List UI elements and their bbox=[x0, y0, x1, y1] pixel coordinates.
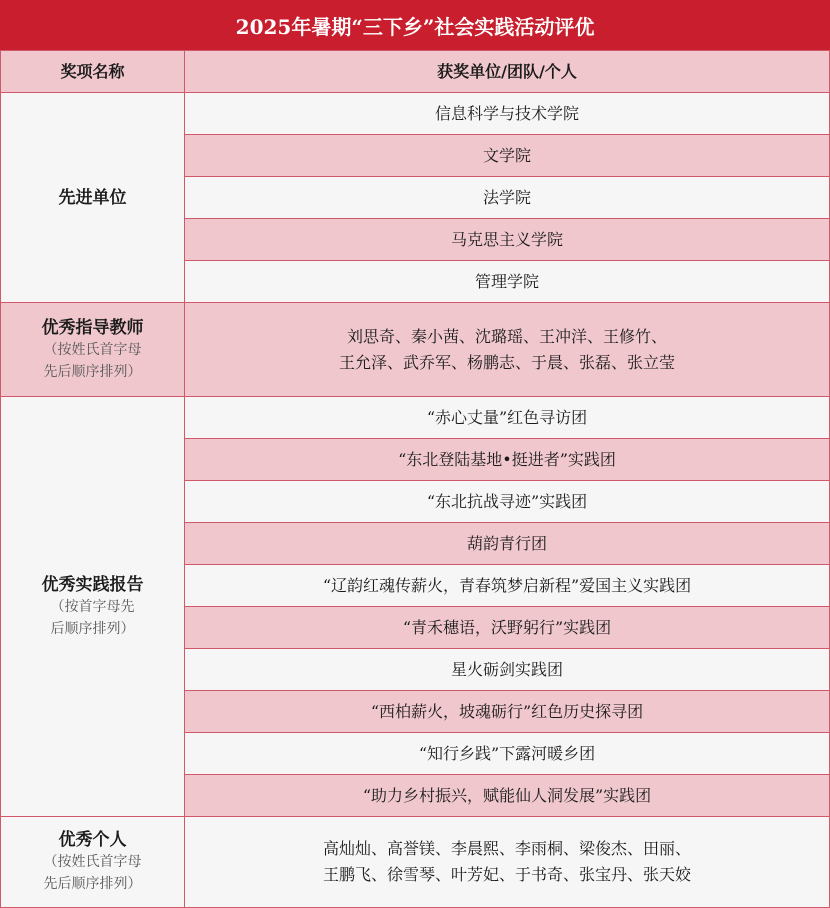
award-note: 先后顺序排列） bbox=[43, 876, 142, 892]
award-note: 后顺序排列） bbox=[50, 620, 135, 637]
winner-line: 刘思奇、秦小茜、沈璐瑶、王冲洋、王修竹、 bbox=[346, 326, 667, 346]
winner-cell: 马克思主义学院 bbox=[185, 219, 830, 261]
award-cell-reports bbox=[1, 397, 185, 817]
table-row bbox=[1, 817, 830, 908]
winner-cell: 管理学院 bbox=[185, 261, 830, 303]
award-note: （按姓氏首字母 bbox=[43, 341, 142, 358]
award-cell-individuals bbox=[1, 817, 185, 908]
winner-cell: 法学院 bbox=[185, 177, 830, 219]
winner-cell: “助力乡村振兴，赋能仙人洞发展”实践团 bbox=[185, 775, 830, 817]
winner-cell: “东北抗战寻迹”实践团 bbox=[185, 481, 830, 523]
winner-cell: 葫韵青行团 bbox=[185, 523, 830, 565]
winner-cell: “西柏薪火，坡魂砺行”红色历史探寻团 bbox=[185, 691, 830, 733]
winner-line: 王允泽、武乔军、杨鹏志、于晨、张磊、张立莹 bbox=[338, 352, 675, 372]
winner-cell: “东北登陆基地•挺进者”实践团 bbox=[185, 439, 830, 481]
winner-line: 王鹏飞、徐雪琴、叶芳妃、于书奇、张宝丹、张天姣 bbox=[322, 865, 691, 884]
table-header-row bbox=[1, 51, 830, 93]
award-title: 先进单位 bbox=[58, 187, 127, 208]
header-award-name: 奖项名称 bbox=[1, 51, 185, 93]
winner-cell: 星火砺剑实践团 bbox=[185, 649, 830, 691]
winner-cell: “知行乡践”下露河暖乡团 bbox=[185, 733, 830, 775]
winner-cell bbox=[185, 303, 830, 397]
table-row bbox=[1, 93, 830, 135]
award-table bbox=[0, 50, 830, 908]
award-title: 优秀指导教师 bbox=[41, 317, 144, 338]
award-note: 先后顺序排列） bbox=[43, 363, 142, 380]
page-title: 2025年暑期“三下乡”社会实践活动评优 bbox=[0, 0, 830, 50]
award-title: 优秀实践报告 bbox=[41, 574, 144, 595]
header-winner: 获奖单位/团队/个人 bbox=[185, 51, 830, 93]
winner-cell: “赤心丈量”红色寻访团 bbox=[185, 397, 830, 439]
table-row bbox=[1, 303, 830, 397]
winner-cell bbox=[185, 817, 830, 908]
award-note: （按姓氏首字母 bbox=[43, 854, 142, 870]
winner-cell: “青禾穗语，沃野躬行”实践团 bbox=[185, 607, 830, 649]
winner-cell: 信息科学与技术学院 bbox=[185, 93, 830, 135]
table-row bbox=[1, 397, 830, 439]
winner-cell: 文学院 bbox=[185, 135, 830, 177]
winner-line: 高灿灿、高誉镁、李晨熙、李雨桐、梁俊杰、田丽、 bbox=[322, 839, 691, 858]
award-note: （按首字母先 bbox=[50, 598, 135, 615]
winner-cell: “辽韵红魂传薪火，青春筑梦启新程”爱国主义实践团 bbox=[185, 565, 830, 607]
award-title: 优秀个人 bbox=[58, 830, 127, 850]
award-cell-teachers bbox=[1, 303, 185, 397]
award-cell-units bbox=[1, 93, 185, 303]
